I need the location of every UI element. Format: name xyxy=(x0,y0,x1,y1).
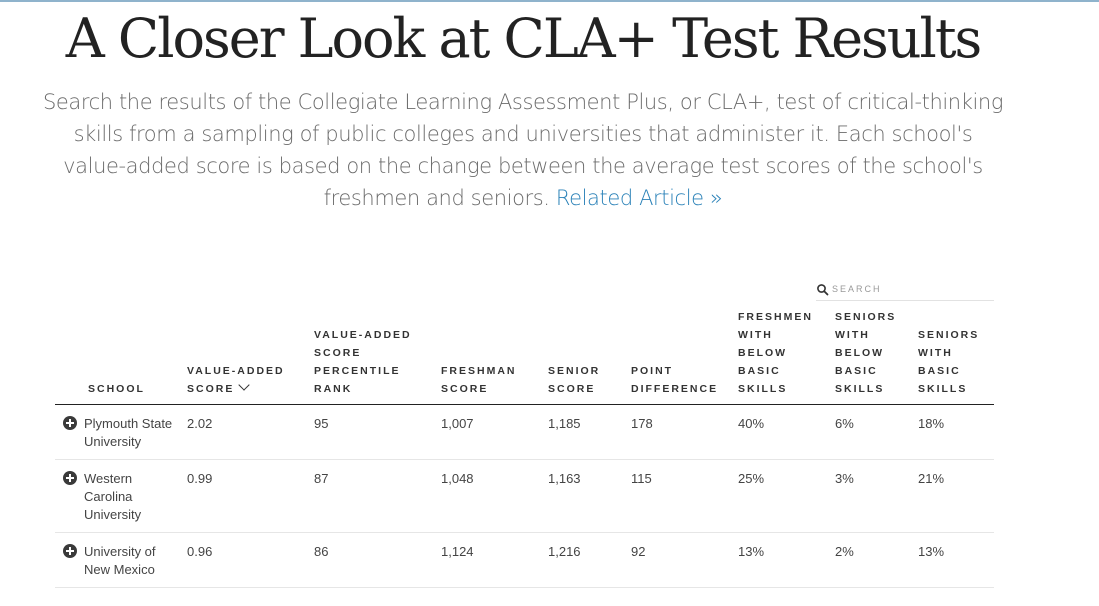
cell-point-difference: 115 xyxy=(631,471,652,486)
column-header-school[interactable] xyxy=(55,308,187,405)
search-box[interactable] xyxy=(816,278,994,301)
column-header-label: SENIOR SCORE xyxy=(548,365,601,395)
cell-freshmen-below-basic: 13% xyxy=(738,544,765,559)
cell-school xyxy=(55,405,187,460)
column-header-seniors-below-basic[interactable] xyxy=(835,308,918,405)
cell-value-added: 0.99 xyxy=(187,471,213,486)
cell-freshmen-below-basic: 40% xyxy=(738,416,765,431)
cell-seniors-below-basic: 2% xyxy=(835,544,854,559)
column-header-senior-score[interactable] xyxy=(548,308,631,405)
school-name: University of New Mexico xyxy=(84,544,156,577)
cell-senior-score: 1,185 xyxy=(548,416,581,431)
column-header-label: SENIORS WITH BASIC SKILLS xyxy=(918,329,980,395)
column-header-label: VALUE-ADDED SCORE PERCENTILE RANK xyxy=(314,329,412,395)
table-row[interactable] xyxy=(55,460,994,533)
column-header-label: SCHOOL xyxy=(88,383,145,395)
search-icon xyxy=(816,283,829,296)
column-header-point-difference[interactable] xyxy=(631,308,738,405)
column-header-label: SENIORS WITH BELOW BASIC SKILLS xyxy=(835,311,897,395)
related-article-link[interactable]: Related Article » xyxy=(555,186,723,210)
cell-freshman-score: 1,048 xyxy=(441,471,474,486)
table-row[interactable] xyxy=(55,405,994,460)
top-border xyxy=(0,0,1099,2)
column-header-label: POINT DIFFERENCE xyxy=(631,365,719,395)
chevron-down-icon xyxy=(239,379,250,390)
expand-plus-icon[interactable] xyxy=(63,544,77,558)
column-header-label: FRESHMEN WITH BELOW BASIC SKILLS xyxy=(738,311,813,395)
cell-percentile-rank: 87 xyxy=(314,471,329,486)
cell-freshmen-below-basic: 25% xyxy=(738,471,765,486)
column-header-percentile-rank[interactable] xyxy=(314,308,441,405)
cell-seniors-basic: 13% xyxy=(918,544,945,559)
cell-value-added: 2.02 xyxy=(187,416,213,431)
cell-school xyxy=(55,533,187,588)
cell-seniors-basic: 21% xyxy=(918,471,945,486)
cell-freshman-score: 1,007 xyxy=(441,416,474,431)
column-header-freshman-score[interactable] xyxy=(441,308,548,405)
cell-value-added: 0.96 xyxy=(187,544,213,559)
cell-seniors-basic: 18% xyxy=(918,416,945,431)
cell-freshman-score: 1,124 xyxy=(441,544,474,559)
intro-paragraph xyxy=(40,86,1006,214)
cell-percentile-rank: 86 xyxy=(314,544,329,559)
cell-senior-score: 1,163 xyxy=(548,471,581,486)
cell-school xyxy=(55,460,187,533)
results-table xyxy=(55,308,994,588)
cell-senior-score: 1,216 xyxy=(548,544,581,559)
column-header-freshmen-below-basic[interactable] xyxy=(738,308,835,405)
column-header-value-added-score[interactable] xyxy=(187,308,314,405)
table-header-row xyxy=(55,308,994,405)
school-name: Plymouth State University xyxy=(84,416,173,449)
cell-seniors-below-basic: 3% xyxy=(835,471,854,486)
column-header-label: VALUE-ADDED SCORE xyxy=(187,365,285,395)
expand-plus-icon[interactable] xyxy=(63,416,77,430)
table-row[interactable] xyxy=(55,533,994,588)
cell-percentile-rank: 95 xyxy=(314,416,329,431)
intro-text: Search the results of the Collegiate Learning Assessment Plus, or CLA+, test of critical-thinking skills from a sampling of public colleges and universities that administer it. Each school's value-added score is based on the change between the average test scores of the school's freshmen and seniors. xyxy=(42,90,1004,210)
cell-seniors-below-basic: 6% xyxy=(835,416,854,431)
column-header-label: FRESHMAN SCORE xyxy=(441,365,517,395)
cell-point-difference: 92 xyxy=(631,544,646,559)
school-name: Western Carolina University xyxy=(84,471,142,522)
expand-plus-icon[interactable] xyxy=(63,471,77,485)
column-header-seniors-basic[interactable] xyxy=(918,308,994,405)
page-title: A Closer Look at CLA+ Test Results xyxy=(65,7,981,70)
cell-point-difference: 178 xyxy=(631,416,653,431)
search-input[interactable] xyxy=(832,284,982,294)
